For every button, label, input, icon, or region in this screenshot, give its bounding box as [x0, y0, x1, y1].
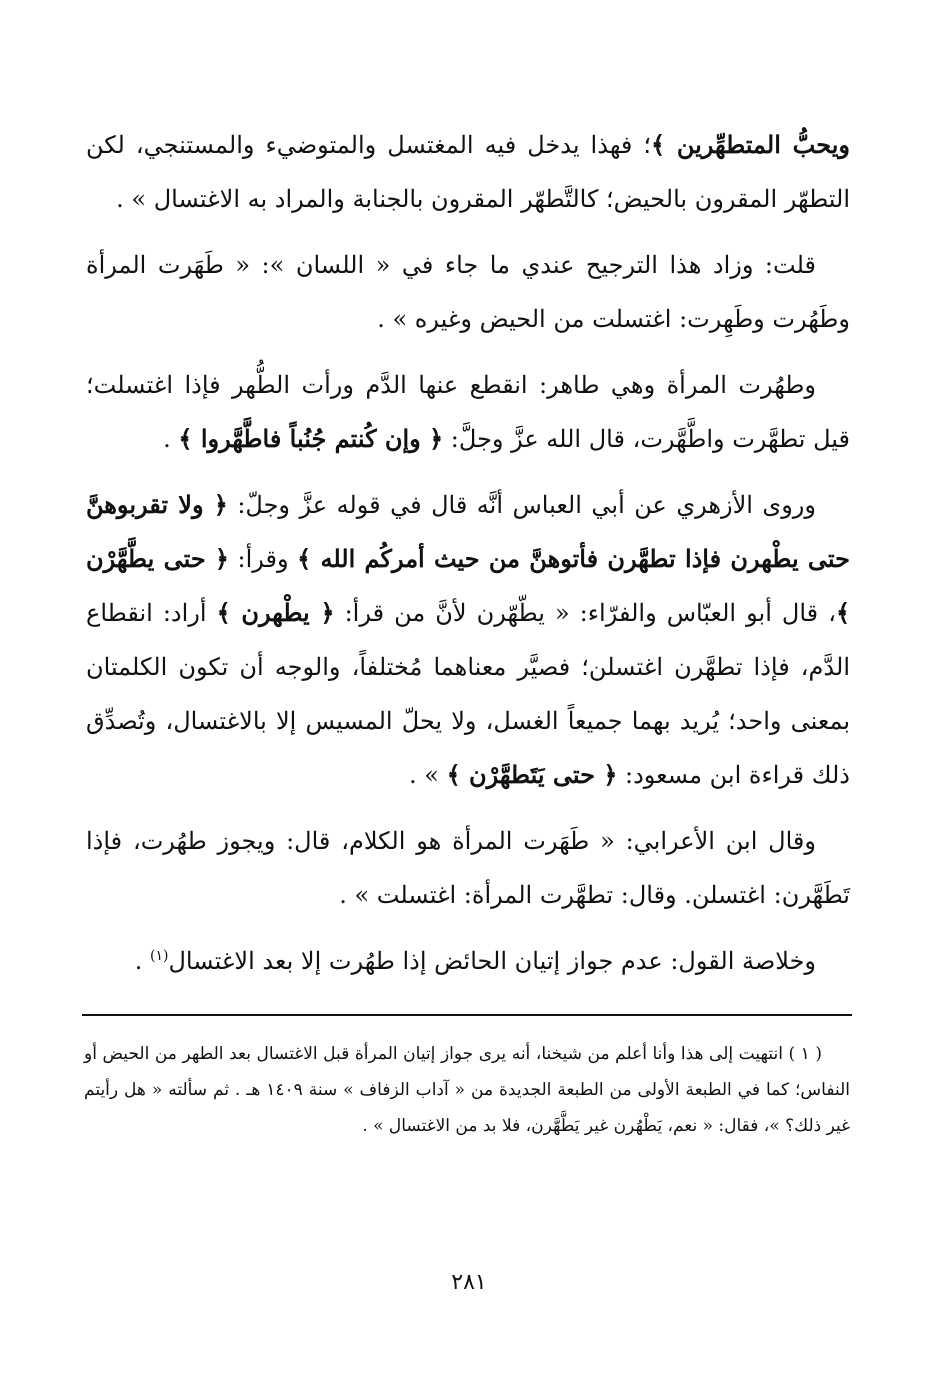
page-number: ٢٨١ — [451, 1270, 487, 1295]
text-segment: وقرأ: — [229, 545, 298, 573]
footnote-divider — [82, 1014, 852, 1016]
footnote-reference: (١) — [150, 948, 169, 964]
paragraph-1 — [86, 118, 850, 226]
text-segment: » . — [408, 761, 447, 789]
paragraph-3 — [86, 358, 850, 466]
text-segment: وطهُرت المرأة وهي طاهر: انقطع عنها الدَّم ورأت الطُّهر فإذا اغتسلت؛ قيل تطهَّرت واطَّهَّرت، قال الله عزَّ وجلَّ: — [86, 371, 850, 453]
quran-quote: ﴿ وإن كُنتم جُنُباً فاطَّهَّروا ﴾ — [178, 424, 444, 453]
quran-quote: ﴿ حتى يطَّهَّرْن ﴾ — [86, 544, 850, 627]
paragraph-4 — [86, 478, 850, 802]
quran-quote: ﴿ حتى يَتَطهَّرْن ﴾ — [446, 760, 618, 789]
quran-quote: ويحبُّ المتطهِّرين ﴾ — [651, 130, 850, 159]
footnote: ( ١ ) انتهيت إلى هذا وأنا أعلم من شيخنا، أنه يرى جواز إتيان المرأة قبل الاغتسال بعد الطهر من الحيض أو النفاس؛ كما في الطبعة الأولى من الطبعة الجديدة من « آداب الزفاف » سنة ١٤٠٩ هـ . ثم سألته « هل رأيتم غير ذلك؟ »، فقال: « نعم، يَطْهُرن غير يَطَّهَّرن، فلا بد من الاغتسال » . — [84, 1044, 850, 1136]
text-segment: أراد: انقطاع الدَّم، فإذا تطهَّرن اغتسلن؛ فصيَّر معناهما مُختلفاً، والوجه أن تكون الكلمتان بمعنى واحد؛ يُريد بهما جميعاً الغسل، ولا يحلّ المسيس إلا بالاغتسال، وتُصدِّق ذلك قراءة ابن مسعود: — [86, 599, 850, 789]
quran-quote: ﴿ يطْهرن ﴾ — [216, 598, 335, 627]
text-segment: ، قال أبو العبّاس والفرّاء: « يطّهّرن لأنَّ من قرأ: — [334, 599, 836, 627]
quran-quote: ﴿ ولا تقربوهنَّ حتى يطْهرن فإذا تطهَّرن فأتوهنَّ من حيث أمركُم الله ﴾ — [86, 490, 851, 573]
text-segment: ؛ فهذا يدخل فيه المغتسل والمتوضيء والمستنجي، لكن التطهّر المقرون بالحيض؛ كالتَّطهّر المقرون بالجنابة والمراد به الاغتسال » . — [86, 131, 850, 213]
paragraph-5 — [86, 814, 850, 922]
text-segment: وخلاصة القول: عدم جواز إتيان الحائض إذا طهُرت إلا بعد الاغتسال — [168, 947, 816, 975]
paragraph-2 — [86, 238, 850, 346]
text-segment: . — [163, 425, 179, 453]
text-segment: قلت: وزاد هذا الترجيح عندي ما جاء في « اللسان »: « طَهَرت المرأة وطَهُرت وطَهِرت: اغتسلت من الحيض وغيره » . — [86, 251, 850, 333]
text-segment: . — [134, 947, 150, 975]
text-segment: وقال ابن الأعرابي: « طَهَرت المرأة هو الكلام، قال: ويجوز طهُرت، فإذا تَطَهَّرن: اغتسلن. وقال: تطهَّرت المرأة: اغتسلت » . — [86, 827, 850, 909]
text-segment: وروى الأزهري عن أبي العباس أنَّه قال في قوله عزَّ وجلّ: — [227, 491, 816, 519]
main-text — [86, 118, 850, 1000]
paragraph-6 — [86, 934, 850, 988]
